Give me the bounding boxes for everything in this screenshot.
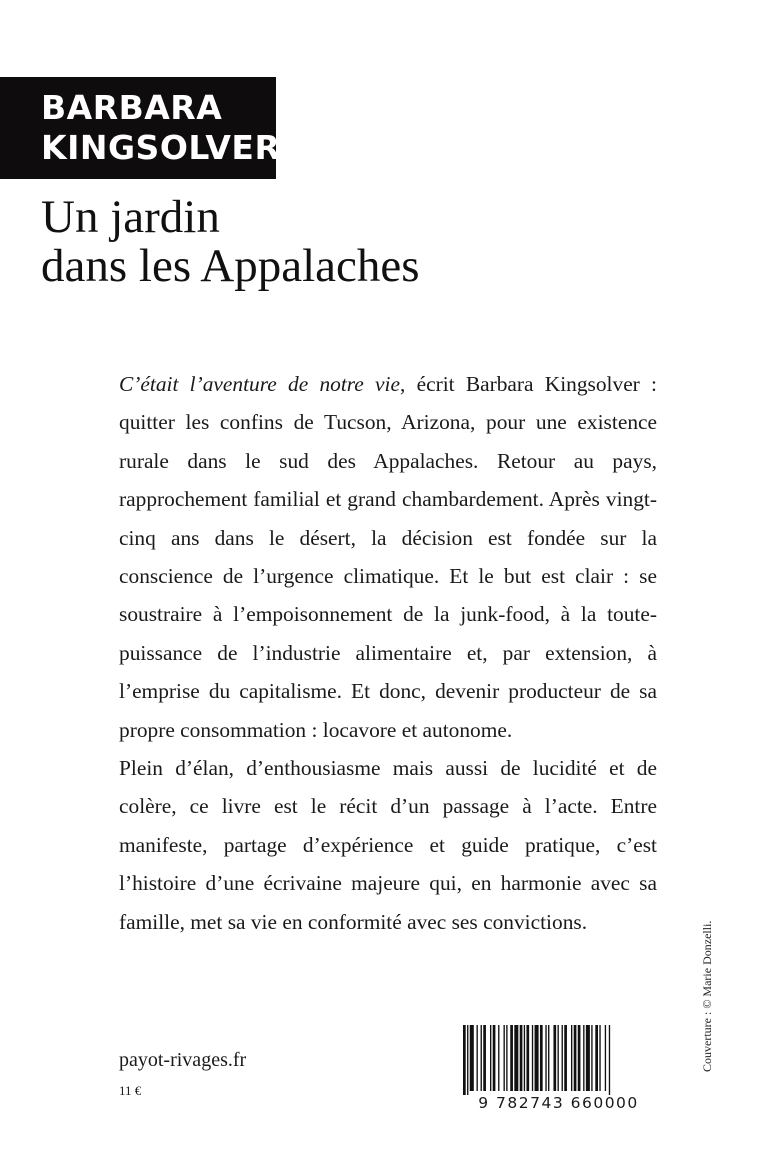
author-first-name: BARBARA <box>41 88 223 127</box>
barcode-bar <box>520 1025 523 1091</box>
barcode-bar <box>514 1025 518 1091</box>
blurb-paragraph-2: Plein d’élan, d’enthousiasme mais aussi de lucidité et de colère, ce livre est le récit d’un passage à l’acte. Entre manifeste, partage d’expérience et guide pratique, c’est l’histoire d’une écrivaine majeure qui, en harmonie avec sa famille, met sa vie en conformité avec ses convictions. <box>119 756 657 934</box>
isbn-barcode <box>457 1023 660 1113</box>
barcode-bar <box>477 1025 478 1091</box>
barcode-bar <box>498 1025 499 1091</box>
author-last-name: KINGSOLVER <box>41 128 281 167</box>
barcode-bar <box>506 1025 507 1091</box>
barcode-bar <box>545 1025 546 1091</box>
barcode-bar <box>535 1025 539 1091</box>
price: 11 € <box>119 1083 142 1098</box>
blurb-paragraph-1 <box>119 365 657 749</box>
barcode-bar <box>562 1025 563 1091</box>
barcode-bar <box>586 1025 590 1091</box>
barcode-bar <box>583 1025 584 1091</box>
isbn-number: 9 782743 660000 <box>478 1094 639 1112</box>
barcode-bar <box>548 1025 549 1091</box>
barcode-bar <box>493 1025 496 1091</box>
barcode-bar <box>578 1025 581 1091</box>
barcode-bar <box>526 1025 529 1091</box>
barcode-bars <box>457 1023 660 1095</box>
barcode-bar <box>532 1025 533 1091</box>
barcode-bar <box>558 1025 559 1091</box>
barcode-bar <box>463 1025 466 1095</box>
barcode-bar <box>571 1025 572 1091</box>
barcode-bar <box>605 1025 606 1091</box>
barcode-bar <box>510 1025 513 1091</box>
book-title-line-1: Un jardin <box>41 191 220 243</box>
author-band <box>0 77 281 179</box>
barcode-bar <box>483 1025 486 1091</box>
barcode-bar <box>595 1025 598 1091</box>
cover-credit: Couverture : © Marie Donzelli. <box>700 920 714 1072</box>
barcode-bar <box>540 1025 543 1091</box>
barcode-bar <box>490 1025 491 1091</box>
barcode-bar <box>553 1025 556 1091</box>
barcode-bar <box>609 1025 610 1095</box>
blurb-quote: C’était l’aventure de notre vie <box>119 372 400 396</box>
barcode-bar <box>467 1025 468 1095</box>
barcode-bar <box>481 1025 482 1091</box>
barcode-bar <box>591 1025 592 1091</box>
barcode-bar <box>564 1025 567 1091</box>
publisher-website: payot-rivages.fr <box>119 1049 247 1071</box>
book-title-line-2: dans les Appalaches <box>41 240 420 292</box>
back-cover-blurb <box>119 365 657 941</box>
barcode-bar <box>504 1025 505 1091</box>
barcode-bar <box>470 1025 474 1091</box>
barcode-bar <box>524 1025 525 1091</box>
barcode-bar <box>599 1025 600 1091</box>
barcode-bar <box>574 1025 577 1091</box>
blurb-paragraph-1-text: , écrit Barbara Kingsolver : quitter les confins de Tucson, Arizona, pour une existence rurale dans le sud des Appalaches. Retour au pays, rapprochement familial et grand chambardement. Après vingt-cinq ans dans le désert, la décision est fondée sur la conscience de l’urgence climatique. Et le but est clair : se soustraire à l’empoisonnement de la junk-food, à la toute-puissance de l’industrie alimentaire et, par extension, à l’emprise du capitalisme. Et donc, devenir producteur de sa propre consommation : locavore et autonome. <box>119 372 657 742</box>
